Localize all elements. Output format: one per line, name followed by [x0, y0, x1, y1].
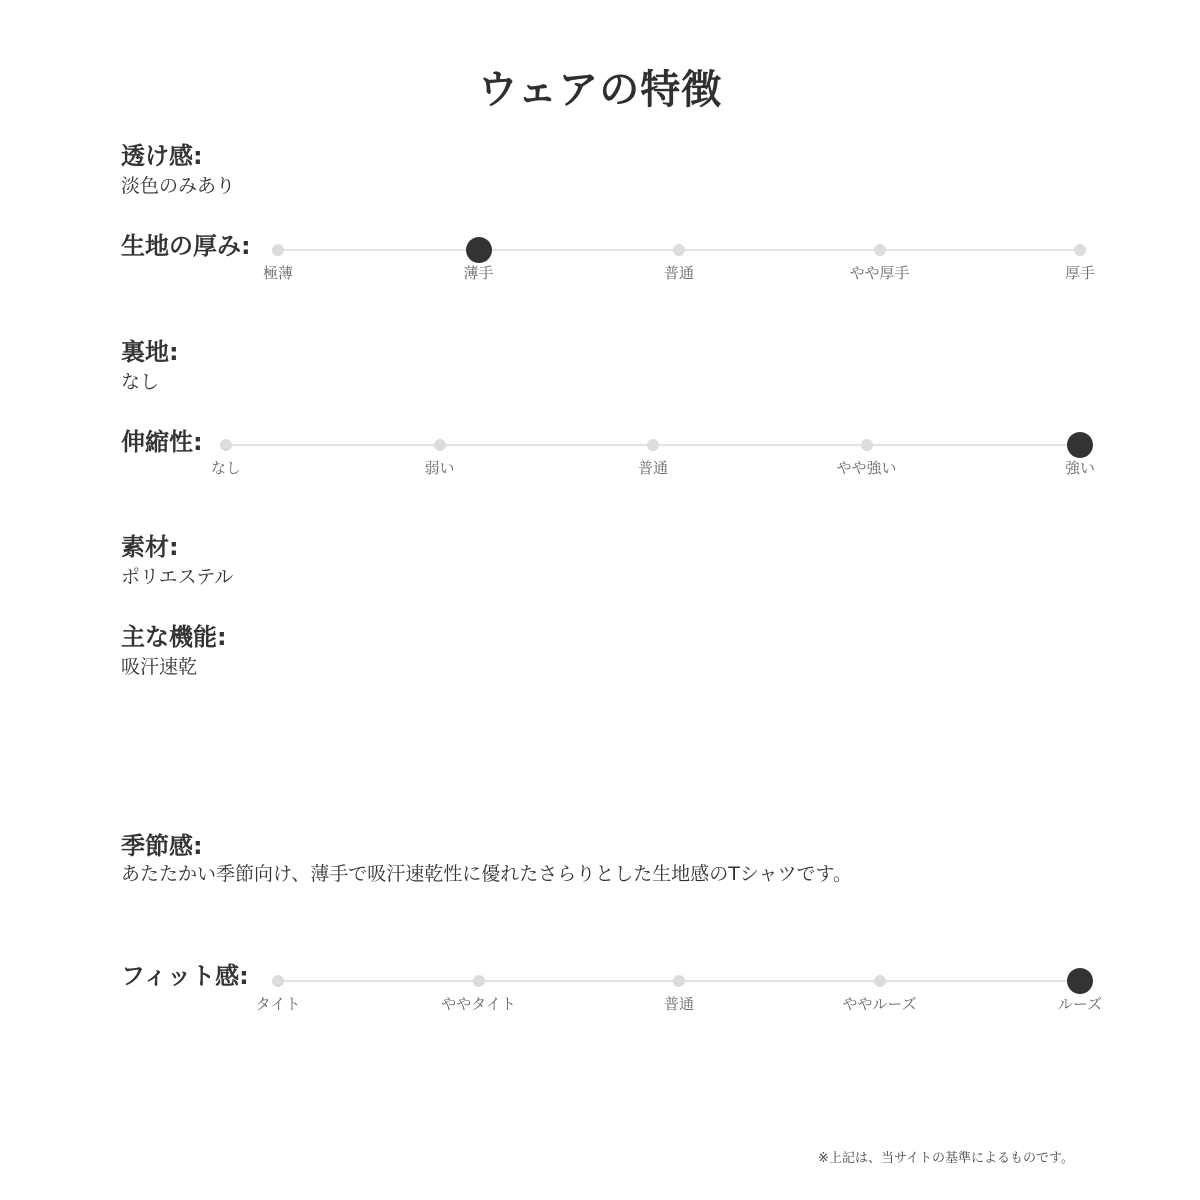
lining-label: 裏地: [121, 338, 179, 366]
stretch-option-label: 強い [1064, 459, 1095, 477]
thickness-option-label: 普通 [663, 264, 694, 282]
fit-scale [255, 980, 1103, 1020]
thickness-option-label: やや厚手 [849, 264, 910, 282]
stretch-option-label: やや強い [836, 459, 897, 477]
fit-option-label: ルーズ [1057, 995, 1103, 1013]
stretch-label: 伸縮性: [121, 428, 203, 456]
thickness-dot [272, 244, 284, 256]
lining-value: なし [121, 371, 160, 393]
thickness-dot [1074, 244, 1086, 256]
stretch-dot [647, 439, 659, 451]
functions-value: 吸汗速乾 [121, 656, 198, 678]
stretch-selected-dot [1067, 432, 1093, 458]
fit-option-label: ややルーズ [842, 995, 917, 1013]
thickness-dot [673, 244, 685, 256]
thickness-option-label: 薄手 [463, 264, 494, 282]
fit-label: フィット感: [121, 962, 249, 990]
thickness-option-label: 極薄 [262, 264, 293, 282]
fit-option-label: ややタイト [441, 995, 516, 1013]
season-value: あたたかい季節向け、薄手で吸汗速乾性に優れたさらりとした生地感のTシャツです。 [121, 863, 852, 885]
thickness-scale [262, 249, 1095, 289]
thickness-selected-dot [466, 237, 492, 263]
fit-dot [673, 975, 685, 987]
thickness-dot [874, 244, 886, 256]
stretch-dot [434, 439, 446, 451]
stretch-dot [220, 439, 232, 451]
fit-dot [874, 975, 886, 987]
footnote: ※上記は、当サイトの基準によるものです。 [818, 1151, 1074, 1166]
material-label: 素材: [121, 533, 179, 561]
functions-label: 主な機能: [121, 623, 227, 651]
fit-option-label: 普通 [663, 995, 694, 1013]
thickness-option-label: 厚手 [1064, 264, 1095, 282]
fit-dot [272, 975, 284, 987]
stretch-option-label: 弱い [424, 459, 455, 477]
fit-dot [473, 975, 485, 987]
stretch-option-label: なし [210, 459, 241, 477]
fit-option-label: タイト [255, 995, 301, 1013]
stretch-scale [210, 444, 1095, 484]
fit-selected-dot [1067, 968, 1093, 994]
page-title: ウェアの特徴 [477, 67, 723, 113]
stretch-dot [861, 439, 873, 451]
material-value: ポリエステル [121, 566, 234, 588]
thickness-label: 生地の厚み: [121, 232, 251, 260]
transparency-label: 透け感: [121, 142, 203, 170]
stretch-option-label: 普通 [637, 459, 668, 477]
transparency-value: 淡色のみあり [121, 175, 236, 197]
season-label: 季節感: [121, 832, 203, 860]
